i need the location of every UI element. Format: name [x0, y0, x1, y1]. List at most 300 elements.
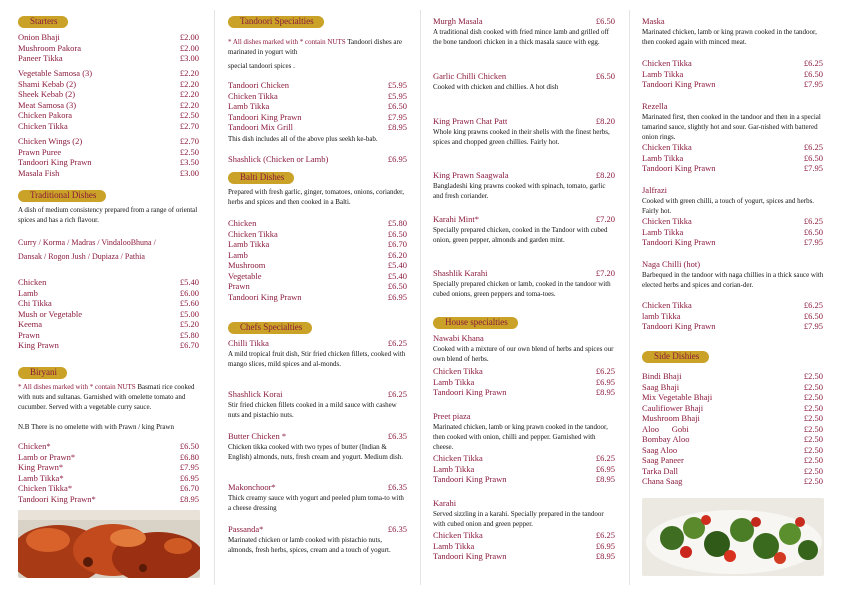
dish-name: Nawabi Khana: [433, 333, 484, 343]
shashlick-name: Shashlick (Chicken or Lamb): [228, 154, 329, 164]
item-name: Chicken: [18, 277, 47, 287]
item-name: Lamb Tikka: [433, 376, 475, 387]
traditional-description: A dish of medium consistency prepared from a range of oriental spices and has a rich flavour.: [18, 206, 198, 225]
biryani-nuts-note: * All dishes marked with * contain NUTS: [18, 383, 136, 391]
dish-description: Specially prepared chicken, cooked in the Tandoor with cubed onion, green pepper, almonds and garden mint.: [433, 225, 608, 244]
menu-item: [18, 483, 200, 494]
item-price: £6.50: [387, 101, 407, 111]
item-price: £6.70: [179, 483, 199, 493]
preet-items: [433, 453, 616, 485]
item-price: £6.50: [179, 441, 199, 451]
item-name: lamb Tikka: [642, 310, 681, 321]
dish-description: Served sizzling in a karahi. Specially prepared in the tandoor with cubed onion and green pepper.: [433, 509, 604, 528]
item-name: Tandoori King Prawn: [642, 163, 716, 173]
item-price: £6.50: [803, 226, 823, 237]
item-name: Paneer Tikka: [18, 53, 63, 63]
menu-item: [18, 462, 200, 473]
item-name: Lamb Tikka: [642, 68, 684, 79]
dish-description: Stir fried chicken fillets cooked in a mild sauce with cashew nuts and pistachio nuts.: [228, 400, 397, 419]
dish-description: Chicken tikka cooked with two types of butter (Indian & English) almonds, nuts, fresh cream and yogurt. Medium dish.: [228, 442, 403, 461]
menu-item: [228, 281, 408, 292]
menu-item: [228, 271, 408, 282]
item-price: £7.95: [179, 462, 199, 472]
chefs-dish-4: [228, 482, 408, 513]
dish-description: Whole king prawns cooked in their shells with the finest herbs, spices and chopped green chillies. Fairly hot.: [433, 127, 610, 146]
dish-price: £6.35: [387, 431, 407, 441]
dish-name: Karahi: [433, 498, 457, 508]
item-name: Tandoori King Prawn: [433, 551, 507, 561]
item-name: Vegetable: [228, 270, 262, 281]
traditional-heading: Traditional Dishes: [18, 190, 106, 202]
item-name: King Prawn: [18, 340, 59, 350]
item-name: Caulifiower Bhaji: [642, 402, 704, 413]
side-items: [642, 371, 824, 487]
item-name: Chicken Wings (2): [18, 136, 83, 146]
item-name: Tandoori King Prawn*: [18, 493, 96, 504]
menu-item: [642, 300, 824, 311]
dish-name: Maska: [642, 16, 665, 26]
item-price: £6.25: [803, 216, 823, 226]
item-price: £6.80: [179, 451, 199, 462]
menu-item: [433, 541, 616, 552]
dish-description: Cooked with green chilli, a touch of yogurt, spices and herbs. Fairly hot.: [642, 196, 815, 215]
biryani-items: [18, 441, 200, 504]
item-name: Lamb Tikka: [642, 226, 684, 237]
item-price: £6.50: [803, 152, 823, 163]
item-name: Tarka Dall: [642, 465, 678, 476]
menu-item: [642, 424, 824, 435]
biryani-desc-text: Basmati rice cooked with nuts and sultanas. Garnished with omelette tomato and cucumber. Served with a vegetable curry sauce.: [18, 383, 195, 412]
shashlick-price: £6.95: [387, 154, 407, 164]
item-price: £7.95: [387, 111, 407, 122]
item-price: £5.60: [179, 298, 199, 308]
menu-column-2: [228, 0, 408, 595]
dish-name: Preet piaza: [433, 411, 471, 421]
item-name: Masala Fish: [18, 167, 60, 178]
dish-name: King Prawn Chat Patt: [433, 116, 508, 126]
item-name: Chicken Tikka: [642, 216, 692, 226]
rezella-items: [642, 142, 824, 174]
item-name: Tandoori King Prawn: [642, 79, 716, 89]
item-price: £3.50: [179, 157, 199, 167]
starters-group-3: [18, 136, 200, 178]
item-price: £7.95: [803, 163, 823, 173]
naga-items: [642, 300, 824, 332]
item-name: Chicken Tikka: [642, 142, 692, 152]
menu-item: [18, 452, 200, 463]
menu-item: [18, 441, 200, 452]
menu-item: [228, 91, 408, 102]
dish-name: Murgh Masala: [433, 16, 483, 26]
col3-dish-2: [433, 71, 616, 92]
item-name: Chicken Tikka: [433, 530, 483, 540]
item-name: Chicken*: [18, 441, 51, 451]
menu-item: [642, 445, 824, 456]
item-name: Bombay Aloo: [642, 434, 690, 444]
biryani-description: [18, 382, 200, 413]
item-price: £2.50: [803, 423, 823, 434]
chefs-dish-3: [228, 431, 408, 462]
item-price: £2.50: [803, 476, 823, 486]
biryani-heading: Biryani: [18, 367, 67, 379]
item-price: £2.70: [179, 136, 199, 146]
item-price: £6.50: [803, 68, 823, 79]
dish-price: £6.25: [387, 338, 407, 348]
side-heading: Side Dishies: [642, 351, 709, 363]
menu-item: [433, 387, 616, 398]
col3-dish-1: [433, 16, 616, 47]
item-name: Chicken Pakora: [18, 110, 73, 120]
dish-description: Barbequed in the tandoor with naga chillies in a thick sauce with elected herbs and spices and corian-der.: [642, 270, 824, 289]
menu-item: [18, 340, 200, 351]
menu-item: [642, 455, 824, 466]
item-price: £6.20: [387, 249, 407, 260]
item-price: £8.95: [179, 493, 199, 504]
item-name: Onion Bhaji: [18, 32, 60, 42]
balti-items: [228, 218, 408, 302]
menu-item: [642, 58, 824, 69]
menu-item: [18, 53, 200, 64]
dish-price: £6.35: [387, 524, 407, 534]
item-name: Bindi Bhaji: [642, 371, 682, 381]
item-price: £2.50: [803, 465, 823, 476]
dish-name: King Prawn Saagwala: [433, 170, 509, 180]
menu-item: [18, 157, 200, 168]
item-name: Lamb Tikka: [228, 101, 270, 111]
jalfrazi-items: [642, 216, 824, 248]
item-name: Tandoori Chicken: [228, 80, 290, 90]
mix-grill-note: This dish includes all of the above plus seekh ke-bab.: [228, 135, 378, 143]
balti-description: Prepared with fresh garlic, ginger, tomatoes, onions, coriander, herbs and spices and then cooked in a Balti.: [228, 188, 404, 207]
tandoori-note-2: special tandoori spices .: [228, 62, 295, 70]
item-name: Lamb Tikka: [642, 152, 684, 163]
item-name: Lamb Tikka: [228, 239, 270, 249]
item-price: £6.50: [387, 228, 407, 239]
item-name: Lamb Tikka*: [18, 472, 64, 483]
menu-item: [228, 250, 408, 261]
tandoori-note-text: Tandoori dishes are marinated in yogurt with: [228, 38, 402, 57]
menu-item: [433, 464, 616, 475]
item-name: Vegetable Samosa (3): [18, 68, 93, 78]
traditional-styles-line-1: Curry / Korma / Madras / VindalooBhuna /: [18, 238, 156, 247]
menu-item: [433, 377, 616, 388]
item-price: £6.25: [595, 453, 615, 463]
dish-name: Makonchoor*: [228, 482, 276, 492]
item-name: Saag Paneer: [642, 455, 684, 465]
item-price: £3.00: [179, 167, 199, 178]
menu-item: [228, 112, 408, 123]
rezella-block: [642, 101, 824, 142]
item-name: King Prawn*: [18, 462, 64, 472]
item-name: Chicken: [228, 218, 257, 228]
menu-item: [642, 69, 824, 80]
item-price: £7.95: [803, 237, 823, 247]
item-price: £6.95: [595, 540, 615, 551]
item-name: Chana Saag: [642, 476, 683, 486]
item-price: £6.00: [179, 287, 199, 298]
dish-description: Marinated chicken or lamb cooked with pistachio nuts, almonds, fresh herbs, spices, cream and a touch of yogurt.: [228, 535, 391, 554]
menu-item: [642, 403, 824, 414]
dish-description: Marinated chicken, lamb or king prawn cooked in the tandoor, then cooked with onion, chilli and pepper. Garnished with cheese.: [433, 422, 608, 451]
item-name: Lamb Tikka: [433, 463, 475, 474]
item-price: £8.95: [387, 122, 407, 132]
menu-item: [228, 292, 408, 303]
item-price: £3.00: [179, 53, 199, 63]
menu-column-4: [642, 0, 824, 595]
item-price: £2.50: [803, 371, 823, 381]
dish-price: £8.20: [595, 116, 615, 126]
item-name: Mushroom: [228, 260, 266, 270]
item-price: £2.50: [803, 392, 823, 402]
menu-column-3: [433, 0, 616, 595]
menu-item: [18, 330, 200, 341]
tandoori-heading: Tandoori Specialties: [228, 16, 324, 28]
item-name: Chicken Tikka: [228, 228, 278, 239]
karahi-block: [433, 498, 616, 529]
salad-dish-photo: [642, 498, 824, 576]
dish-price: £6.50: [595, 71, 615, 81]
item-price: £2.00: [179, 32, 199, 42]
item-price: £5.80: [179, 329, 199, 340]
item-name: Aloo Gobi: [642, 423, 689, 434]
item-name: Mix Vegetable Bhaji: [642, 392, 713, 402]
traditional-styles-line-2: Dansak / Rogon Jush / Dupiaza / Pathia: [18, 252, 145, 261]
menu-item: [18, 277, 200, 288]
dish-price: £7.20: [595, 268, 615, 278]
dish-name: Rezella: [642, 101, 668, 111]
item-price: £2.50: [803, 444, 823, 455]
item-name: Chicken Tikka: [433, 366, 483, 376]
menu-item: [642, 153, 824, 164]
menu-item: [18, 100, 200, 111]
item-name: Chicken Tikka: [642, 300, 692, 310]
menu-item: [18, 309, 200, 320]
menu-item: [433, 453, 616, 464]
menu-item: [18, 43, 200, 54]
item-price: £2.50: [803, 381, 823, 392]
dish-price: £6.25: [387, 389, 407, 399]
menu-item: [18, 68, 200, 79]
biryani-nb-note: N.B There is no omelette with with Prawn / king Prawn: [18, 423, 174, 431]
item-name: Prawn: [18, 329, 40, 340]
item-name: Keema: [18, 319, 43, 329]
column-divider: [214, 10, 215, 585]
dish-price: £6.50: [595, 16, 615, 26]
item-price: £8.95: [595, 474, 615, 484]
item-price: £7.95: [803, 321, 823, 331]
menu-item: [642, 392, 824, 403]
menu-item: [18, 89, 200, 100]
chefs-dish-5: [228, 524, 408, 555]
item-price: £6.95: [179, 472, 199, 483]
item-name: Tandoori King Prawn: [228, 111, 302, 122]
item-price: £5.40: [387, 260, 407, 270]
item-price: £8.95: [595, 387, 615, 397]
item-name: Chicken Tikka: [433, 453, 483, 463]
item-price: £2.50: [179, 110, 199, 120]
item-name: Tandoori King Prawn: [433, 474, 507, 484]
item-price: £6.70: [387, 239, 407, 249]
menu-item: [228, 260, 408, 271]
chicken-photo-illustration: [18, 510, 200, 578]
starters-heading: Starters: [18, 16, 68, 28]
item-name: Saag Bhaji: [642, 381, 680, 392]
item-price: £5.95: [387, 80, 407, 90]
menu-item: [642, 311, 824, 322]
karahi-items: [433, 530, 616, 562]
item-name: Chicken Tikka: [18, 120, 68, 131]
house-heading: House specialties: [433, 317, 518, 329]
col3-dish-5: [433, 214, 616, 245]
chicken-dish-photo: [18, 510, 200, 578]
item-price: £2.50: [803, 434, 823, 444]
item-price: £6.50: [387, 281, 407, 291]
tandoori-nuts-note: * All dishes marked with * contain NUTS: [228, 38, 346, 46]
menu-item: [642, 79, 824, 90]
dish-description: Thick creamy sauce with yogurt and peeled plum toma-to with a cheese dressing: [228, 493, 404, 512]
menu-item: [433, 366, 616, 377]
shashlick-row: [228, 154, 408, 165]
item-price: £2.20: [179, 89, 199, 99]
item-price: £6.95: [595, 376, 615, 387]
dish-name: Naga Chilli (hot): [642, 259, 701, 269]
item-name: Tandoori King Prawn: [642, 321, 716, 331]
chefs-dish-1: [228, 338, 408, 369]
menu-item: [228, 218, 408, 229]
nawabi-items: [433, 366, 616, 398]
menu-item: [18, 494, 200, 505]
item-price: £2.70: [179, 120, 199, 131]
item-price: £8.95: [595, 551, 615, 561]
item-price: £6.95: [595, 463, 615, 474]
item-price: £6.25: [803, 58, 823, 68]
tandoori-note: [228, 37, 408, 57]
menu-item: [228, 239, 408, 250]
menu-item: [642, 413, 824, 424]
dish-description: Specially prepared chicken or lamb, cooked in the tandoor with cubed onions, green peppers and toma-toes.: [433, 279, 611, 298]
menu-item: [642, 371, 824, 382]
traditional-items: [18, 277, 200, 351]
column-divider: [420, 10, 421, 585]
menu-item: [228, 229, 408, 240]
item-price: £2.50: [803, 455, 823, 465]
dish-price: £6.35: [387, 482, 407, 492]
col3-dish-3: [433, 116, 616, 147]
preet-block: [433, 411, 616, 452]
item-price: £6.25: [803, 300, 823, 310]
item-price: £5.00: [179, 308, 199, 319]
menu-item: [18, 168, 200, 179]
menu-item: [228, 80, 408, 91]
menu-item: [433, 551, 616, 562]
item-name: Chicken Tikka: [228, 90, 278, 101]
dish-description: Cooked with a mixture of our own blend of herbs and spices our own blend of herbs.: [433, 344, 614, 363]
item-price: £7.95: [803, 79, 823, 89]
menu-item: [228, 101, 408, 112]
item-name: Chi Tikka: [18, 298, 52, 308]
dish-name: Chilli Tikka: [228, 338, 269, 348]
menu-item: [642, 142, 824, 153]
item-name: Shami Kebab (2): [18, 78, 77, 89]
dish-name: Jalfrazi: [642, 185, 668, 195]
col3-dish-4: [433, 170, 616, 201]
item-price: £6.25: [803, 142, 823, 152]
dish-description: Marinated chicken, lamb or king prawn cooked in the tandoor, then cooked again with minced meat.: [642, 27, 817, 46]
item-name: Mushroom Pakora: [18, 42, 82, 53]
item-name: Saag Aloo: [642, 444, 678, 455]
salad-photo-illustration: [642, 498, 824, 576]
item-price: £5.95: [387, 90, 407, 101]
dish-name: Shashlick Korai: [228, 389, 283, 399]
item-price: £5.20: [179, 319, 199, 329]
chefs-heading: Chefs Specialties: [228, 322, 312, 334]
menu-item: [18, 147, 200, 158]
menu-item: [18, 110, 200, 121]
dish-description: A traditional dish cooked with fried mince lamb and grilled off the bone tandoori chicken in a thick masala sauce with egg.: [433, 27, 609, 46]
item-name: Mushroom Bhaji: [642, 413, 700, 423]
naga-block: [642, 259, 824, 290]
dish-name: Passanda*: [228, 524, 264, 534]
item-name: Tandoori King Prawn: [433, 387, 507, 397]
item-name: Lamb: [228, 249, 248, 260]
dish-name: Karahi Mint*: [433, 214, 480, 224]
item-name: Mush or Vegetable: [18, 308, 83, 319]
menu-item: [433, 474, 616, 485]
col3-dish-6: [433, 268, 616, 299]
dish-description: Cooked with chicken and chillies. A hot dish: [433, 82, 559, 91]
item-name: Lamb or Prawn*: [18, 451, 76, 462]
menu-item: [18, 121, 200, 132]
item-price: £6.25: [595, 530, 615, 540]
item-price: £2.50: [803, 402, 823, 413]
menu-item: [433, 530, 616, 541]
item-price: £2.00: [179, 42, 199, 53]
item-name: Tandoori King Prawn: [228, 291, 302, 302]
item-name: Prawn Puree: [18, 146, 62, 157]
item-price: £6.25: [595, 366, 615, 376]
item-price: £2.20: [179, 68, 199, 78]
item-price: £6.70: [179, 340, 199, 350]
column-divider: [629, 10, 630, 585]
dish-name: Shashlik Karahi: [433, 268, 488, 278]
chefs-dish-2: [228, 389, 408, 420]
item-name: Chicken Tikka*: [18, 483, 73, 493]
item-price: £2.20: [179, 99, 199, 110]
menu-item: [642, 216, 824, 227]
jalfrazi-block: [642, 185, 824, 216]
menu-item: [642, 382, 824, 393]
menu-item: [18, 298, 200, 309]
item-price: £5.40: [179, 277, 199, 287]
item-name: Prawn: [228, 281, 250, 291]
maska-items: [642, 58, 824, 90]
starters-group-1: [18, 32, 200, 64]
menu-item: [642, 466, 824, 477]
menu-item: [18, 473, 200, 484]
tandoori-items: [228, 80, 408, 133]
dish-description: Bangladeshi king prawns cooked with spinach, tomato, garlic and fresh coriander.: [433, 181, 606, 200]
menu-item: [18, 32, 200, 43]
menu-item: [18, 288, 200, 299]
item-price: £2.50: [803, 413, 823, 423]
menu-item: [642, 321, 824, 332]
menu-item: [18, 319, 200, 330]
menu-item: [642, 476, 824, 487]
item-name: Sheek Kebab (2): [18, 89, 76, 99]
nawabi-block: [433, 333, 616, 364]
item-price: £5.80: [387, 218, 407, 228]
balti-heading: Balti Dishes: [228, 172, 294, 184]
